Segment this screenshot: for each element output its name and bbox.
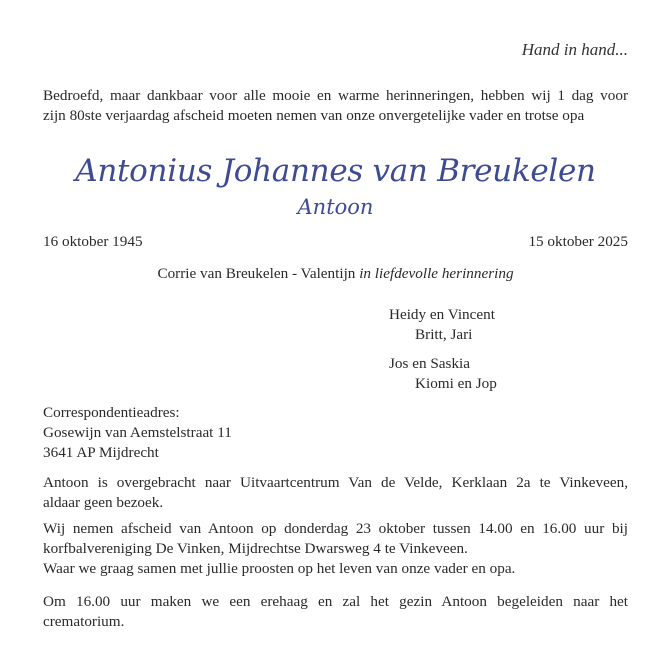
paragraph-line: Om 16.00 uur maken we een erehaag en zal het gezin Antoon begeleiden naar het <box>43 593 628 610</box>
correspondence-street: Gosewijn van Aemstelstraat 11 <box>43 424 232 441</box>
deceased-full-name: Antonius Johannes van Breukelen <box>75 153 596 189</box>
birth-date: 16 oktober 1945 <box>43 233 143 250</box>
partner-line <box>43 264 628 284</box>
partner-phrase: in liefdevolle herinnering <box>359 265 514 282</box>
death-date: 15 oktober 2025 <box>528 233 628 250</box>
paragraph-line: korfbalvereniging De Vinken, Mijdrechtse Dwarsweg 4 te Vinkeveen. <box>43 540 468 557</box>
paragraph-line: Antoon is overgebracht naar Uitvaartcentrum Van de Velde, Kerklaan 2a te Vinkeveen, <box>43 474 628 491</box>
family-list <box>389 305 497 403</box>
correspondence-address <box>43 403 232 463</box>
paragraph-transfer <box>43 473 628 513</box>
paragraph-line: aldaar geen bezoek. <box>43 494 164 511</box>
intro-line-2: zijn 80ste verjaardag afscheid moeten nemen van onze onvergetelijke vader en trotse opa <box>43 107 585 124</box>
deceased-nickname: Antoon <box>297 195 374 219</box>
family-parents: Heidy en Vincent <box>389 306 495 323</box>
motto: Hand in hand... <box>521 40 628 59</box>
correspondence-label: Correspondentieadres: <box>43 404 180 421</box>
correspondence-city: 3641 AP Mijdrecht <box>43 444 159 461</box>
family-children: Kiomi en Jop <box>415 375 497 392</box>
family-children: Britt, Jari <box>415 326 473 343</box>
paragraph-guard-of-honour <box>43 592 628 632</box>
paragraph-line: crematorium. <box>43 613 125 630</box>
paragraph-line: Wij nemen afscheid van Antoon op donderdag 23 oktober tussen 14.00 en 16.00 uur bij <box>43 520 628 537</box>
intro-line-1: Bedroefd, maar dankbaar voor alle mooie en warme herinneringen, hebben wij 1 dag voor <box>43 87 628 104</box>
partner-name: Corrie van Breukelen - Valentijn <box>157 265 356 282</box>
family-parents: Jos en Saskia <box>389 355 470 372</box>
paragraph-line: Waar we graag samen met jullie proosten op het leven van onze vader en opa. <box>43 560 516 577</box>
paragraph-farewell <box>43 519 628 579</box>
family-group <box>389 305 497 345</box>
family-group <box>389 354 497 394</box>
